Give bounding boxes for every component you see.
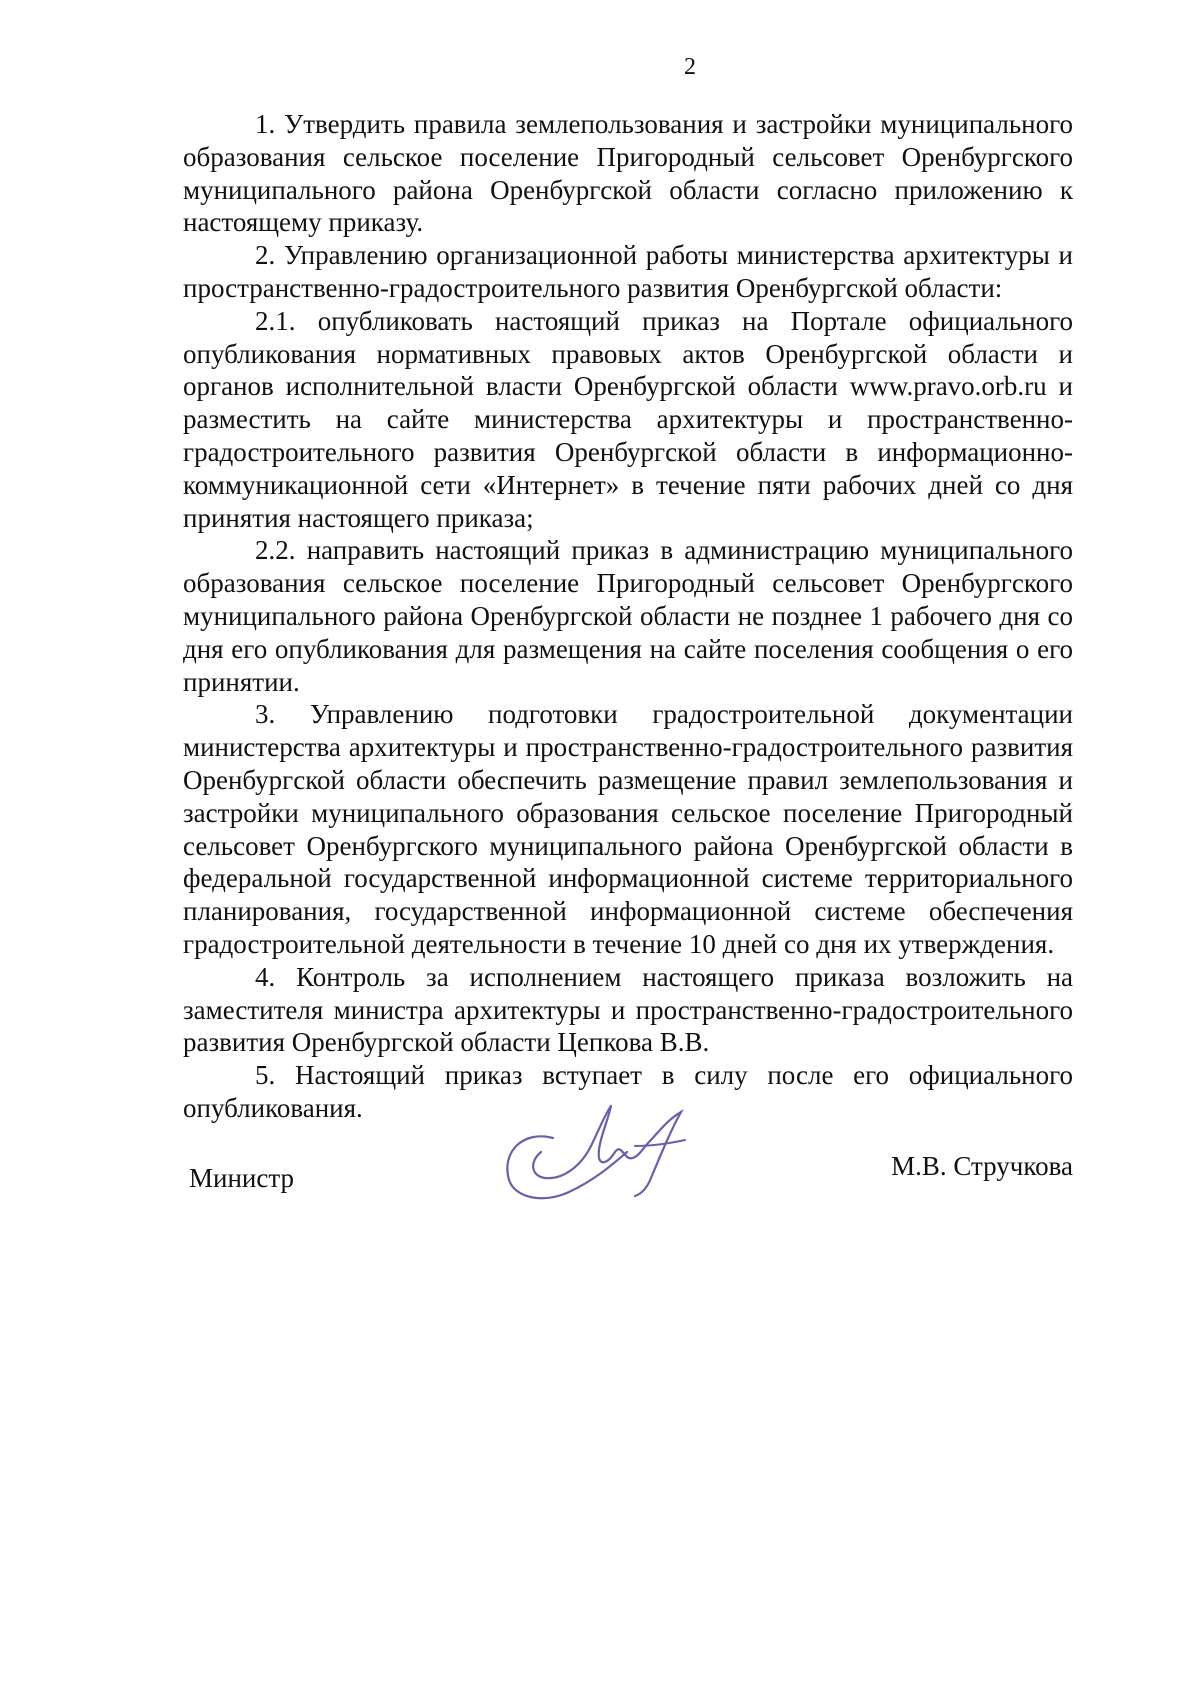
paragraph-2-2 [183,534,1073,698]
document-body [183,108,1073,1125]
signatory-name: М.В. Стручкова [891,1151,1073,1181]
paragraph-text: Контроль за исполнением настоящего приказа возложить на заместителя министра архитектуры и пространственно-градостроительного развития Оренбургской области Цепкова В.В. [183,961,1073,1058]
paragraph-text: Утвердить правила землепользования и застройки муниципального образования сельское поселение Пригородный сельсовет Оренбургского муниципального района Оренбургской области согласно приложению к настоящему приказу. [183,109,1074,238]
paragraph-1 [183,108,1073,239]
paragraph-2 [183,239,1073,305]
paragraph-text: Настоящий приказ вступает в силу после его официального опубликования. [183,1060,1073,1123]
paragraph-3 [183,698,1073,960]
paragraph-number: 2.2. [255,535,296,566]
paragraph-text: направить настоящий приказ в администрацию муниципального образования сельское поселение Пригородный сельсовет Оренбургского муниципального района Оренбургской области не позднее 1 рабочего дня со дня его опубликования для размещения на сайте поселения сообщения о его принятии. [183,535,1073,697]
signature-block [183,1100,1073,1210]
handwritten-signature-icon [495,1100,695,1205]
paragraph-text: Управлению подготовки градостроительной документации министерства архитектуры и пространственно-градостроительного развития Оренбургской области обеспечить размещение правил землепользования и застройки муниципального образования сельское поселение Пригородный сельсовет Оренбургского муниципального района Оренбургской области в федеральной государственной информационной системе территориального планирования, государственной информационной системе обеспечения градостроительной деятельности в течение 10 дней со дня их утверждения. [183,699,1074,959]
paragraph-4 [183,961,1073,1059]
paragraph-number: 3. [255,699,276,730]
paragraph-number: 4. [255,961,276,992]
paragraph-number: 2. [255,240,276,271]
signatory-role: Министр [189,1163,294,1193]
paragraph-number: 1. [255,109,276,139]
paragraph-text: опубликовать настоящий приказ на Портале официального опубликования нормативных правовых актов Оренбургской области и органов исполнительной власти Оренбургской области www.pravo.orb.ru и разместить на сайте министерства архитектуры и пространственно-градостроительного развития Оренбургской области в информационно-коммуникационной сети «Интернет» в течение пяти рабочих дней со дня принятия настоящего приказа; [183,305,1073,533]
paragraph-text: Управлению организационной работы министерства архитектуры и пространственно-градостроительного развития Оренбургской области: [183,240,1073,303]
paragraph-number: 5. [255,1060,276,1091]
paragraph-2-1 [183,305,1073,535]
paragraph-number: 2.1. [255,305,296,336]
page-number: 2 [684,54,696,80]
